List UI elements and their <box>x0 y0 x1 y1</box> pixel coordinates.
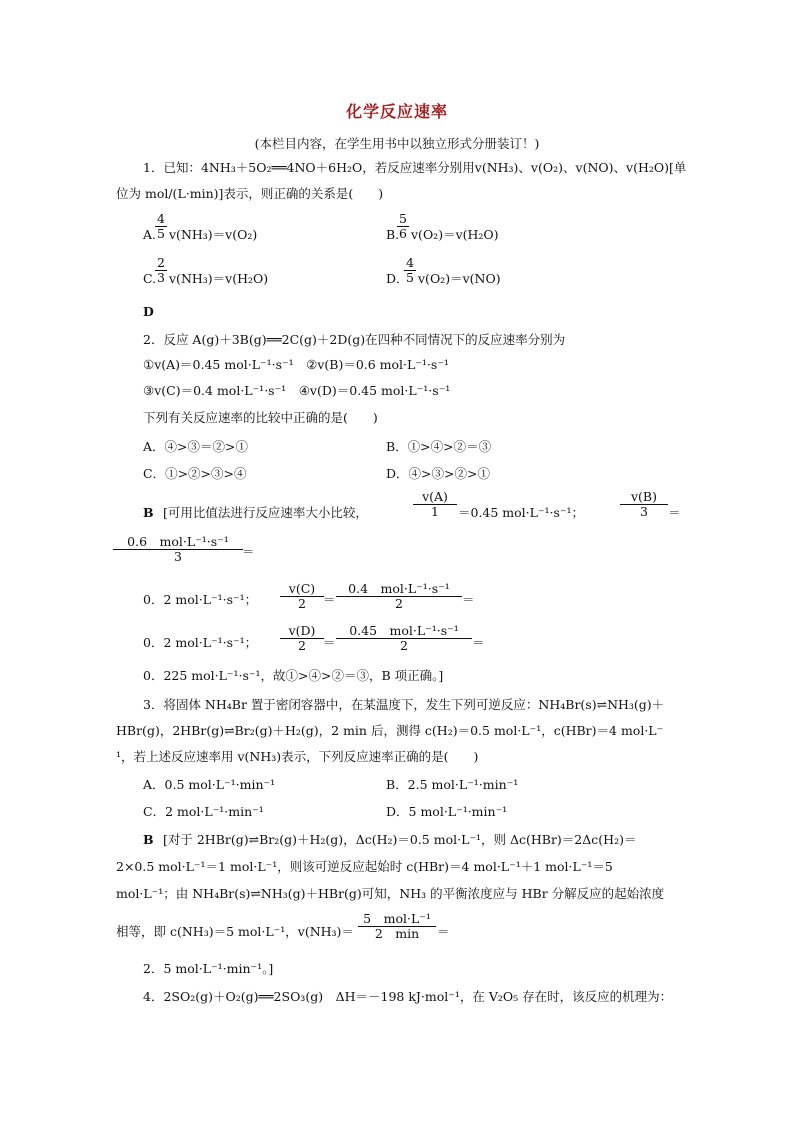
q2-stem-line3: ③v(C)＝0.4 mol·L⁻¹·s⁻¹ ④v(D)＝0.45 mol·L⁻¹·s⁻¹ <box>143 383 451 398</box>
q3-option-d: D．5 mol·L⁻¹·min⁻¹ <box>386 804 508 819</box>
q3-option-b: B．2.5 mol·L⁻¹·min⁻¹ <box>386 777 519 792</box>
q1-stem-line2: 位为 mol/(L·min)]表示，则正确的关系是( ) <box>116 186 384 201</box>
q2-option-c: C．①>②>③>④ <box>143 466 247 481</box>
q2-stem-line1: 2．反应 A(g)＋3B(g)══2C(g)＋2D(g)在四种不同情况下的反应速率分别为 <box>143 332 566 347</box>
q2-option-d: D．④>③>②>① <box>386 466 490 481</box>
q3-stem-line2: HBr(g)，2HBr(g)⇌Br₂(g)＋H₂(g)，2 min 后，测得 c(H₂)＝0.5 mol·L⁻¹，c(HBr)＝4 mol·L⁻ <box>116 723 664 738</box>
q1-answer: D <box>143 304 154 319</box>
q2-option-a: A．④>③＝②>① <box>143 439 248 454</box>
q2-stem-line2: ①v(A)＝0.45 mol·L⁻¹·s⁻¹ ②v(B)＝0.6 mol·L⁻¹·s⁻¹ <box>143 357 449 372</box>
q3-option-a: A．0.5 mol·L⁻¹·min⁻¹ <box>143 777 276 792</box>
q2-stem-line4: 下列有关反应速率的比较中正确的是( ) <box>143 410 378 425</box>
page-subtitle: (本栏目内容，在学生用书中以独立形式分册装订！) <box>254 136 540 151</box>
q4-stem-line1: 4．2SO₂(g)＋O₂(g)══2SO₃(g) ΔH＝－198 kJ·mol⁻¹，在 V₂O₅ 存在时，该反应的机理为： <box>143 989 673 1004</box>
q3-stem-line3: ¹，若上述反应速率用 v(NH₃)表示，下列反应速率正确的是( ) <box>116 749 479 764</box>
q3-stem-line1: 3．将固体 NH₄Br 置于密闭容器中，在某温度下，发生下列可逆反应：NH₄Br(s)⇌NH₃(g)＋ <box>143 697 665 712</box>
q2-option-b: B．①>④>②＝③ <box>386 439 492 454</box>
q3-option-c: C．2 mol·L⁻¹·min⁻¹ <box>143 804 264 819</box>
q1-stem-line1: 1．已知：4NH₃＋5O₂══4NO＋6H₂O，若反应速率分别用v(NH₃)、v(O₂)、v(NO)、v(H₂O)[单 <box>143 160 687 175</box>
page-title: 化学反应速率 <box>345 102 448 121</box>
